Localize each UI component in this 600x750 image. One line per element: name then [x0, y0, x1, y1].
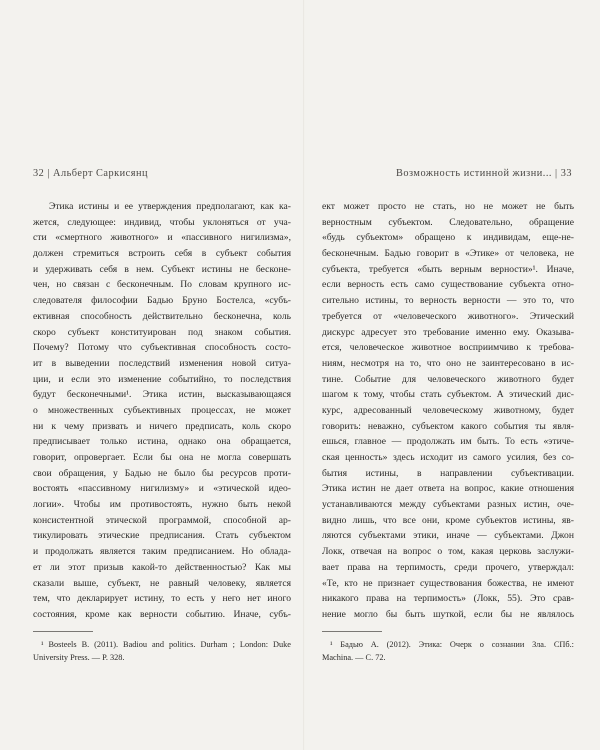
- text-line: должен стремиться встроить себя в субъект события: [33, 248, 291, 260]
- text-line: свои обращения, у Бадью не было бы ресурсов проти-: [33, 467, 291, 479]
- text-line: ¹ Bosteels B. (2011). Badiou and politics. Durham ; London: Duke: [41, 639, 291, 649]
- text-line: «будь субъектом» обращено к индивидам, еще-не-: [322, 232, 574, 244]
- text-line: чен, но связан с бесконечным. По словам крупного ис-: [33, 279, 291, 291]
- text-line: ская ценность» здесь исходит из самого усилия, без со-: [322, 452, 574, 463]
- left-body-text: [33, 199, 291, 623]
- page-gutter: [303, 0, 305, 750]
- text-line: тине. Событие для человеческого животного будет: [322, 373, 574, 385]
- text-line: сказали выше, субъект, не равный человеку, является: [33, 577, 291, 589]
- text-line: бесконечным. Бадью говорит в «Этике» от человека, не: [322, 248, 574, 260]
- text-line: ет ли этот призыв какой-то действенностью? Как мы: [33, 561, 291, 573]
- text-line: видно лишь, что все они, кроме субъектов истины, яв-: [322, 514, 574, 526]
- text-line: ниям, несмотря на то, что оно не заинтересовано в ис-: [322, 357, 574, 369]
- text-line: ется, человеческое животное восприимчиво к требова-: [322, 342, 574, 354]
- text-line: ективная способность действительно бесконечна, коль: [33, 310, 291, 322]
- text-line: Machina. — С. 72.: [322, 652, 386, 662]
- text-line: если верность есть само существование субъекта отно-: [322, 279, 574, 291]
- text-line: тем, что декларирует истину, то есть у него нет иного: [33, 593, 291, 605]
- text-line: сительно истины, то верность верности — это то, что: [322, 295, 574, 307]
- text-line: говорит, опровергает. Если бы она не могла совершать: [33, 452, 291, 463]
- text-line: ¹ Бадью А. (2012). Этика: Очерк о сознании Зла. СПб.:: [330, 639, 574, 649]
- text-line: жется, следующее: индивид, чтобы уклоняться от уча-: [33, 216, 291, 228]
- right-page: [322, 167, 574, 664]
- text-line: будут бесконечными¹. Этика истин, высказывающаяся: [33, 389, 291, 401]
- right-footnotes: [322, 638, 574, 664]
- running-head-right: Возможность истинной жизни... | 33: [395, 168, 572, 179]
- text-line: ции, и если это изменение событийно, то последствия: [33, 373, 291, 385]
- text-line: ляются субъектами этики, иначе — субъектами. Джон: [322, 530, 574, 542]
- text-line: Почему? Потому что субъективная способность состо-: [33, 342, 291, 354]
- text-line: нение могло бы быть шуткой, если бы не являлось: [322, 608, 574, 620]
- text-line: Этика истин не дает ответа на вопрос, какие отношения: [322, 483, 574, 495]
- text-line: и продолжать является таким предписанием. Но облада-: [33, 546, 291, 558]
- footnote-rule: [322, 631, 382, 632]
- text-line: дискурс адресует это требование именно ему. Оказыва-: [322, 326, 574, 338]
- text-line: ни к чему призвать и ничего предписать, коль скоро: [33, 420, 291, 432]
- text-line: шагом к тому, чтобы стать субъектом. А этический дис-: [322, 389, 574, 401]
- text-line: ешься, главное — продолжать им быть. То есть «этиче-: [322, 436, 574, 448]
- running-head-left: 32 | Альберт Саркисянц: [33, 168, 148, 179]
- text-line: устанавливаются между субъектами разных истин, оче-: [322, 499, 574, 511]
- footnote-rule: [33, 631, 93, 632]
- text-line: предписывает только истина, однако она обращается,: [33, 436, 291, 448]
- text-line: логии». Чтобы им противостоять, нужно быть некой: [33, 499, 291, 511]
- text-line: верностным субъектом. Следовательно, обращение: [322, 216, 574, 228]
- text-line: бытия истины, в направлении субъективации.: [322, 467, 574, 479]
- text-line: говорить: неважно, субъектом какого события ты явля-: [322, 420, 574, 432]
- left-footnotes: [33, 638, 291, 664]
- text-line: вает права на терпимость, среди прочего, утверждал:: [322, 561, 574, 573]
- text-line: консистентной этической программой, способной ар-: [33, 514, 291, 526]
- left-page: [33, 167, 291, 664]
- text-line: востоять «пассивному нигилизму» и «этической идео-: [33, 483, 291, 495]
- text-line: ект может просто не стать, но не может не быть: [322, 201, 574, 212]
- text-line: «Те, кто не признает существования божества, не имеют: [322, 577, 574, 589]
- text-line: о множественных субъективных процессах, не может: [33, 404, 291, 416]
- text-line: никакого права на терпимость» (Локк, 55). Это срав-: [322, 593, 574, 605]
- right-body-text: [322, 199, 574, 623]
- text-line: сти «смертного животного» и «пассивного нигилизма»,: [33, 232, 291, 244]
- text-line: и удерживать себя в нем. Субъект истины не бесконе-: [33, 263, 291, 275]
- text-line: требуется от «человеческого животного». Этический: [322, 310, 574, 322]
- text-line: Локк, отвечая на вопрос о том, какая церковь заслужи-: [322, 546, 574, 558]
- text-line: состояния, кроме как верности событию. Иначе, субъ-: [33, 608, 291, 620]
- text-line: University Press. — P. 328.: [33, 652, 125, 662]
- text-line: Этика истины и ее утверждения предполагают, как ка-: [49, 201, 291, 212]
- text-line: курс, адресованный человеческому животному, будет: [322, 404, 574, 416]
- text-line: следователя философии Бадью Бруно Бостелса, «субъ-: [33, 295, 291, 307]
- text-line: ит в выведении последствий изменения новой ситуа-: [33, 357, 291, 369]
- text-line: скоро субъект конституирован под знаком события.: [33, 326, 291, 338]
- text-line: тикулировать этические предписания. Стать субъектом: [33, 530, 291, 542]
- text-line: субъекта, требуется «быть верным верности»¹. Иначе,: [322, 263, 574, 275]
